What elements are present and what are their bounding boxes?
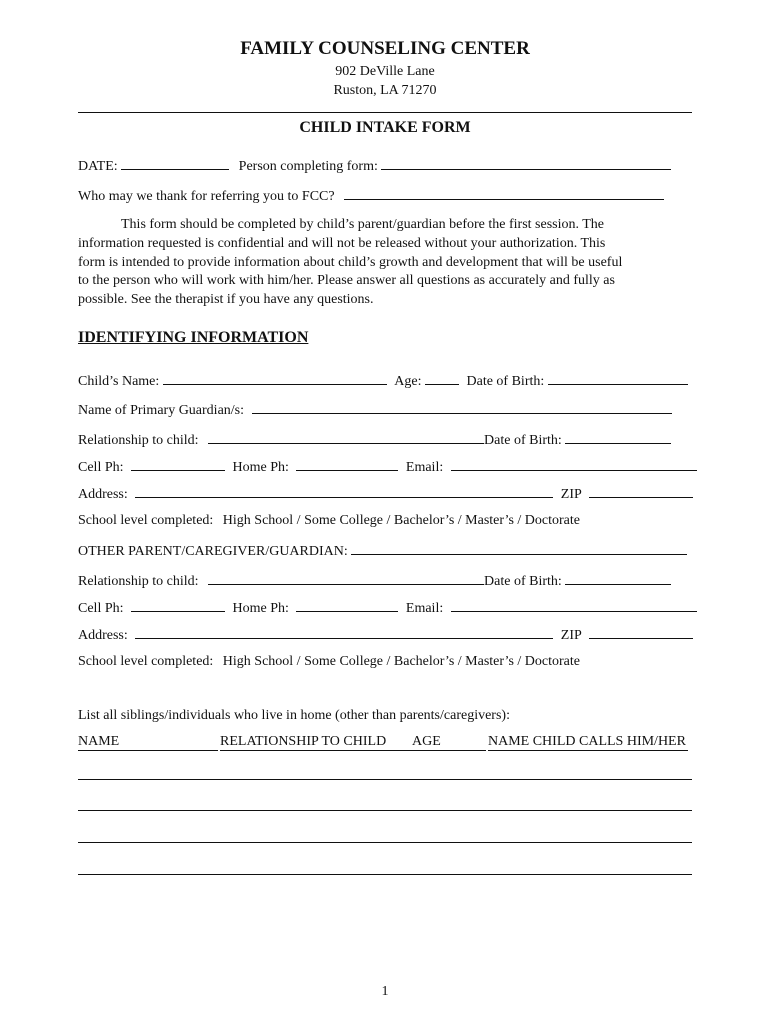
zip-label: ZIP	[560, 487, 582, 502]
other-address-row	[78, 625, 692, 645]
address-line-2: Ruston, LA 71270	[333, 83, 437, 98]
other-cell-field[interactable]	[131, 598, 225, 612]
person-completing-label: Person completing form:	[238, 159, 378, 174]
phone-row	[78, 457, 692, 477]
other-email-label: Email:	[405, 601, 444, 616]
other-school-options[interactable]: High School / Some College / Bachelor’s / Master’s / Doctorate	[222, 654, 580, 669]
date-label: DATE:	[78, 159, 118, 174]
person-completing-field[interactable]	[381, 156, 671, 170]
home-field[interactable]	[296, 457, 398, 471]
date-field[interactable]	[121, 156, 229, 170]
other-zip-field[interactable]	[589, 625, 693, 639]
intro-line-1: This form should be completed by child’s parent/guardian before the first session. The	[121, 217, 605, 232]
other-dob-field[interactable]	[565, 571, 671, 585]
guardian-dob-field[interactable]	[565, 430, 671, 444]
siblings-intro: List all siblings/individuals who live in home (other than parents/caregivers):	[78, 708, 510, 723]
address-line-1: 902 DeVille Lane	[335, 64, 435, 79]
email-field[interactable]	[451, 457, 697, 471]
other-dob-label: Date of Birth:	[484, 574, 562, 589]
school-label: School level completed:	[78, 513, 214, 528]
home-label: Home Ph:	[232, 460, 289, 475]
col-age-header: AGE	[412, 734, 486, 751]
sibling-row-4[interactable]	[78, 874, 692, 875]
identifying-section-title: IDENTIFYING INFORMATION	[78, 329, 309, 346]
other-phone-row	[78, 598, 692, 618]
col-calls-header: NAME CHILD CALLS HIM/HER	[488, 734, 688, 751]
school-options[interactable]: High School / Some College / Bachelor’s / Master’s / Doctorate	[222, 513, 580, 528]
page-number: 1	[381, 984, 389, 999]
child-dob-field[interactable]	[548, 371, 688, 385]
org-name: FAMILY COUNSELING CENTER	[240, 38, 530, 59]
relationship-field[interactable]	[208, 430, 484, 444]
date-row	[78, 156, 692, 176]
header-divider	[78, 112, 692, 113]
school-row	[78, 512, 692, 530]
other-home-label: Home Ph:	[232, 601, 289, 616]
address-label: Address:	[78, 487, 128, 502]
child-name-row	[78, 371, 692, 391]
guardian-dob-label: Date of Birth:	[484, 433, 562, 448]
other-email-field[interactable]	[451, 598, 697, 612]
relationship-row	[78, 430, 692, 450]
referral-label: Who may we thank for referring you to FCC?	[78, 189, 335, 204]
cell-label: Cell Ph:	[78, 460, 124, 475]
other-home-field[interactable]	[296, 598, 398, 612]
sibling-row-1[interactable]	[78, 779, 692, 780]
referral-row	[78, 186, 692, 206]
email-label: Email:	[405, 460, 444, 475]
intro-line-5: possible. See the therapist if you have any questions.	[78, 292, 374, 307]
col-name-header: NAME	[78, 734, 218, 751]
referral-field[interactable]	[344, 186, 664, 200]
relationship-label: Relationship to child:	[78, 433, 199, 448]
other-parent-row	[78, 541, 692, 561]
child-name-field[interactable]	[163, 371, 387, 385]
other-relationship-field[interactable]	[208, 571, 484, 585]
other-parent-field[interactable]	[351, 541, 687, 555]
form-title: CHILD INTAKE FORM	[299, 119, 471, 136]
guardian-label: Name of Primary Guardian/s:	[78, 403, 245, 418]
sibling-row-2[interactable]	[78, 810, 692, 811]
address-row	[78, 484, 692, 504]
child-name-label: Child’s Name:	[78, 374, 160, 389]
other-relationship-row	[78, 571, 692, 591]
intro-line-3: form is intended to provide information about child’s growth and development that will be useful	[78, 255, 623, 270]
other-parent-label: OTHER PARENT/CAREGIVER/GUARDIAN:	[78, 544, 348, 559]
sibling-row-3[interactable]	[78, 842, 692, 843]
intro-line-2: information requested is confidential and will not be released without your authorization. This	[78, 236, 606, 251]
age-field[interactable]	[425, 371, 459, 385]
cell-field[interactable]	[131, 457, 225, 471]
age-label: Age:	[394, 374, 422, 389]
intro-line-4: to the person who will work with him/her. Please answer all questions as accurately and fully as	[78, 273, 615, 288]
other-school-row	[78, 653, 692, 671]
other-address-label: Address:	[78, 628, 128, 643]
other-relationship-label: Relationship to child:	[78, 574, 199, 589]
address-field[interactable]	[135, 484, 553, 498]
child-dob-label: Date of Birth:	[466, 374, 545, 389]
guardian-field[interactable]	[252, 400, 672, 414]
other-school-label: School level completed:	[78, 654, 214, 669]
other-zip-label: ZIP	[560, 628, 582, 643]
other-address-field[interactable]	[135, 625, 553, 639]
guardian-row	[78, 400, 692, 420]
zip-field[interactable]	[589, 484, 693, 498]
other-cell-label: Cell Ph:	[78, 601, 124, 616]
col-relationship-header: RELATIONSHIP TO CHILD	[220, 734, 412, 751]
